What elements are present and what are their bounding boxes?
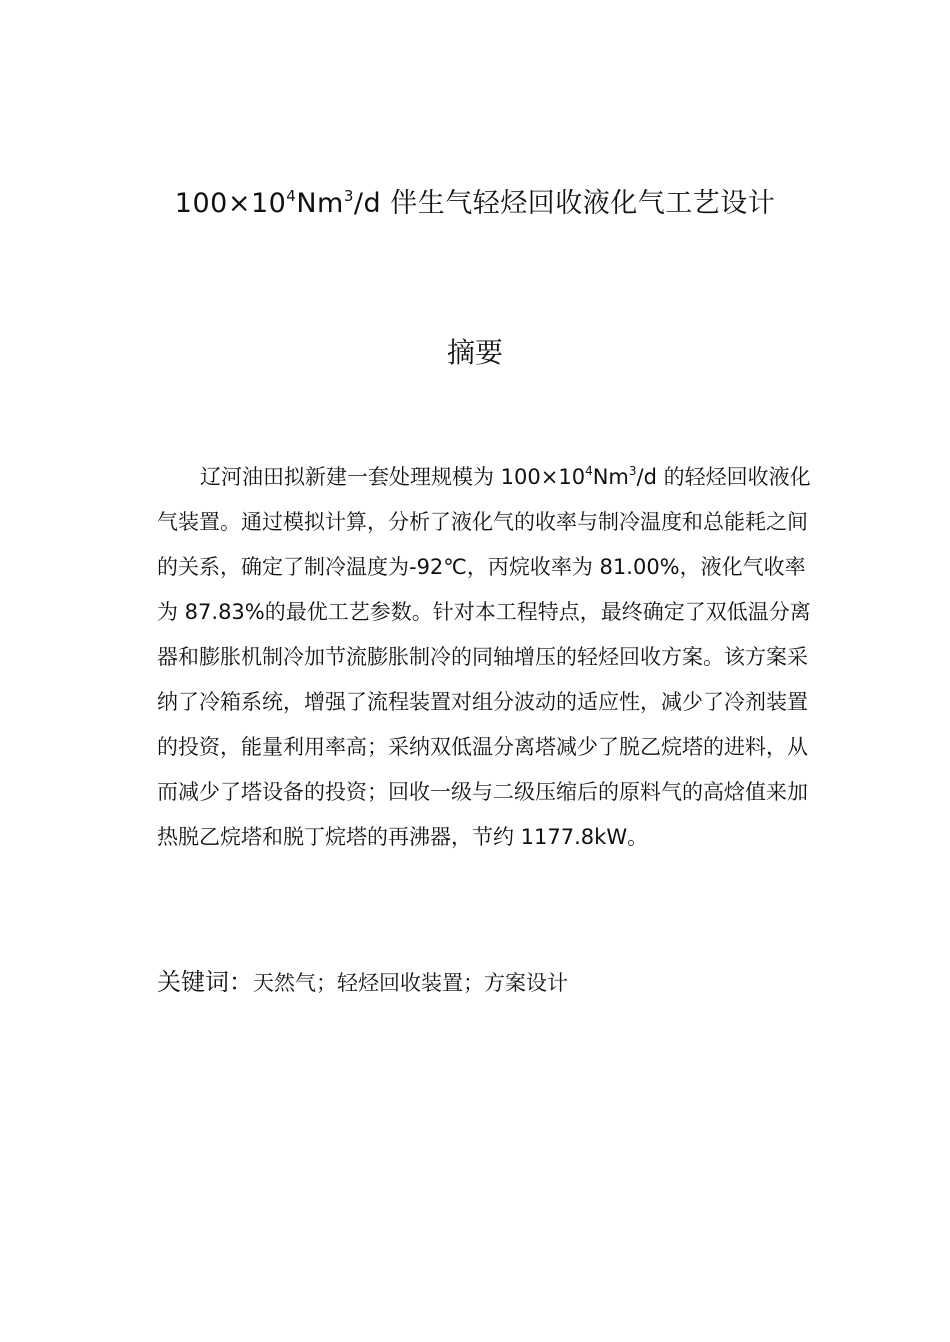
abstract-line-5: 器和膨胀机制冷加节流膨胀制冷的同轴增压的轻烃回收方案。该方案采 <box>157 645 808 669</box>
document-title <box>0 184 950 224</box>
keywords-terms: 天然气；轻烃回收装置；方案设计 <box>253 971 568 995</box>
keywords <box>157 962 568 1003</box>
abstract-line-7: 的投资，能量利用率高；采纳双低温分离塔减少了脱乙烷塔的进料，从 <box>157 735 808 759</box>
abstract-heading: 摘要 <box>446 336 503 369</box>
title-exponent-4: 4 <box>286 186 297 205</box>
title-suffix: /d 伴生气轻烃回收液化气工艺设计 <box>353 188 776 219</box>
title-unit: Nm <box>296 188 344 219</box>
abstract-line-3: 的关系，确定了制冷温度为-92℃，丙烷收率为 81.00%，液化气收率 <box>157 555 806 579</box>
abstract-unit: Nm <box>592 465 629 489</box>
title-exponent-3: 3 <box>343 186 354 205</box>
abstract-body <box>157 455 849 860</box>
abstract-line-6: 纳了冷箱系统，增强了流程装置对组分波动的适应性，减少了冷剂装置 <box>157 690 808 714</box>
abstract-line-8: 而减少了塔设备的投资；回收一级与二级压缩后的原料气的高焓值来加 <box>157 780 808 804</box>
title-prefix: 100×10 <box>174 188 287 219</box>
abstract-exponent-3: 3 <box>628 464 637 478</box>
abstract-exponent-4: 4 <box>585 464 593 478</box>
abstract-line-1 <box>157 455 849 500</box>
abstract-line-2: 气装置。通过模拟计算，分析了液化气的收率与制冷温度和总能耗之间 <box>157 510 808 534</box>
abstract-line-1-tail: /d 的轻烃回收液化 <box>636 465 811 489</box>
abstract-line-4: 为 87.83%的最优工艺参数。针对本工程特点，最终确定了双低温分离 <box>157 600 811 624</box>
keywords-label: 关键词： <box>157 968 253 996</box>
abstract-line-9: 热脱乙烷塔和脱丁烷塔的再沸器，节约 1177.8kW。 <box>157 825 649 849</box>
abstract-line-1-text: 辽河油田拟新建一套处理规模为 100×10 <box>200 465 586 489</box>
